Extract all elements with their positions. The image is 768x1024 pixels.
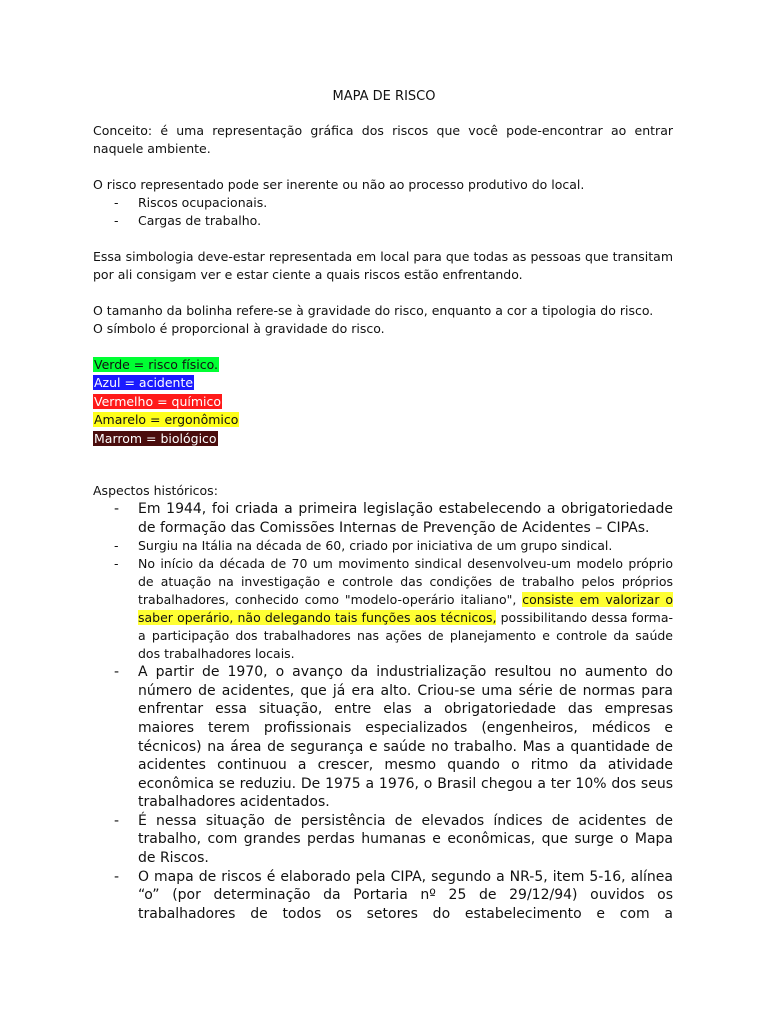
tamanho-line-2: O símbolo é proporcional à gravidade do risco. (93, 321, 385, 336)
list-item-text: possibilitando dessa forma-a participação dos trabalhadores nas ações de planejamento e controle da saúde dos trabalhadores locais. (138, 610, 673, 662)
list-item-text: O mapa de riscos é elaborado pela CIPA, segundo a NR-5, item 5-16, alínea “o” (por determinação da Portaria nº 25 de 29/12/94) ouvidos os trabalhadores de todos os setores do estabelecimento e com a (138, 868, 673, 922)
list-item-text: Em 1944, foi criada a primeira legislação estabelecendo a obrigatoriedade de formação das Comissões Internas de Prevenção de Acidentes – CIPAs. (138, 500, 673, 536)
list-item (93, 868, 673, 924)
document-title: MAPA DE RISCO (332, 89, 436, 104)
list-dash: - (114, 556, 119, 572)
legend-verde: Verde = risco físico. (94, 357, 218, 372)
historicos-list (93, 500, 673, 924)
list-item (93, 555, 673, 663)
list-item (93, 194, 673, 212)
list-dash: - (114, 213, 119, 228)
list-item-text: Cargas de trabalho. (138, 213, 262, 228)
list-item (93, 500, 673, 537)
tamanho-line-1: O tamanho da bolinha refere-se à gravidade do risco, enquanto a cor a tipologia do risco. (93, 303, 654, 318)
list-item-text: Riscos ocupacionais. (138, 195, 268, 210)
list-item (93, 537, 673, 555)
list-dash: - (114, 812, 120, 829)
list-item (93, 663, 673, 812)
simbologia-paragraph: Essa simbologia deve-estar representada em local para que todas as pessoas que transitam por ali consigam ver e estar ciente a quais riscos estão enfrentando. (93, 249, 673, 282)
conceito-paragraph: Conceito: é uma representação gráfica dos riscos que você pode-encontrar ao entrar naquele ambiente. (93, 123, 673, 156)
list-item (93, 212, 673, 230)
list-dash: - (114, 664, 120, 681)
legend-marrom: Marrom = biológico (94, 430, 217, 446)
color-legend (93, 356, 673, 448)
list-item-text: No início da década de 70 um movimento sindical desenvolveu-um modelo próprio de atuação na investigação e controle das condições de trabalho pelos próprios trabalhadores, conhecido como "modelo-operário italiano", (138, 556, 673, 608)
aspectos-heading: Aspectos históricos: (93, 482, 218, 498)
legend-vermelho: Vermelho = químico (94, 393, 222, 409)
legend-azul: Azul = acidente (94, 375, 194, 391)
list-item-text: É nessa situação de persistência de elevados índices de acidentes de trabalho, com grandes perdas humanas e econômicas, que surge o Mapa de Riscos. (138, 812, 673, 867)
document-body (93, 122, 673, 923)
list-item-text: A partir de 1970, o avanço da industrialização resultou no aumento do número de acidentes, que já era alto. Criou-se uma série de normas para enfrentar essa situação, entre elas a obrigatoriedade das empresas maiores terem profissionais especializados (engenheiros, médicos e técnicos) na área de segurança e saúde no trabalho. Mas a quantidade de acidentes continuou a crescer, mesmo quando o ritmo da atividade econômica se reduziu. De 1975 a 1976, o Brasil chegou a ter 10% dos seus trabalhadores acidentados. (138, 664, 673, 811)
list-item (93, 812, 673, 868)
list-item-text: Surgiu na Itália na década de 60, criado por iniciativa de um grupo sindical. (138, 538, 613, 554)
list-dash: - (114, 195, 119, 210)
highlighted-text: consiste em valorizar o saber operário, não delegando tais funções aos técnicos, (138, 592, 673, 626)
list-dash: - (114, 538, 119, 554)
risco-list (93, 194, 673, 230)
list-dash: - (114, 500, 120, 517)
risco-intro: O risco representado pode ser inerente ou não ao processo produtivo do local. (93, 177, 585, 192)
legend-amarelo: Amarelo = ergonômico (94, 412, 239, 428)
list-dash: - (114, 868, 120, 885)
